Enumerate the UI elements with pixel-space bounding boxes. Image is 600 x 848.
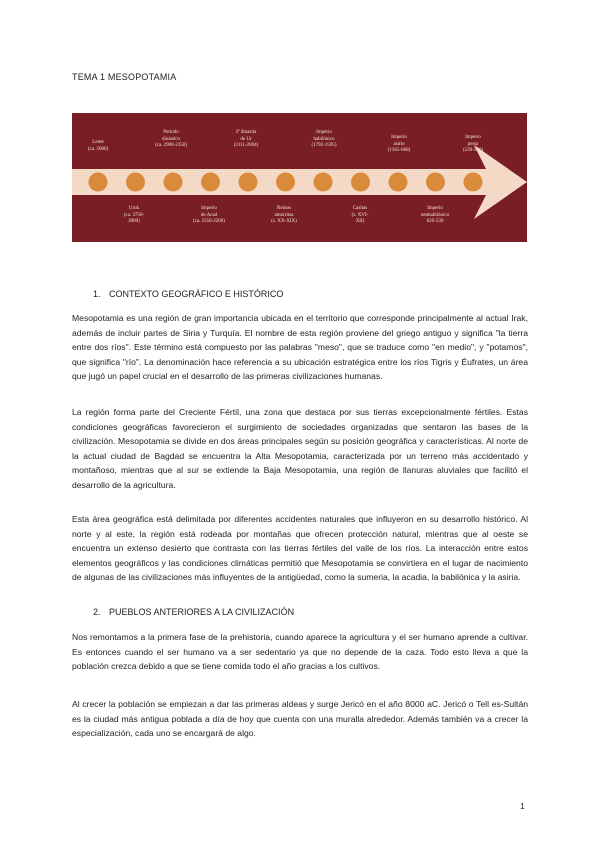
page-title: TEMA 1 MESOPOTAMIA <box>72 72 177 82</box>
section-heading <box>93 607 294 617</box>
paragraph: Nos remontamos a la primera fase de la prehistoria, cuando aparece la agricultura y el ser humano aprende a cultivar. Es entonces cuando el ser humano va a ser sedentario ya que no depende de la caza. Todo esto lleva a que la población crezca debido a que se tiene comida todo el año gracias a los cultivos. <box>72 632 528 672</box>
timeline-event-dot <box>464 173 483 192</box>
paragraph: La región forma parte del Creciente Fértil, una zona que destaca por sus tierras excepcionalmente fértiles. Estas condiciones geográficas favorecieron el surgimiento de sociedades organizadas que sentaron las bases de la civilización. Mesopotamia se divide en dos áreas principales según su posición geográfica y características. Al norte de la actual ciudad de Bagdad se encuentra la Alta Mesopotamia, caracterizada por un terreno más accidentado y montañoso, mientras que al sur se extiende la Baja Mesopotamia, una región de llanuras aluviales que facilitó el desarrollo de la agricultura. <box>72 407 528 490</box>
section-number: 1. <box>93 289 101 299</box>
section-title: PUEBLOS ANTERIORES A LA CIVILIZACIÓN <box>109 607 295 617</box>
timeline-event-dot <box>126 173 145 192</box>
timeline-event-dot <box>314 173 333 192</box>
timeline-label-top-1: Lente (ca. 5000) <box>87 140 109 152</box>
timeline-label-top-4: Imperio babilónico (1792-1595) <box>311 130 337 148</box>
timeline-label-top-6: Imperio persa (539-330) <box>463 135 483 153</box>
page-number: 1 <box>520 801 525 811</box>
paragraph: Esta área geográfica está delimitada por diferentes accidentes naturales que influyeron en su desarrollo histórico. Al norte y al este, la región está rodeada por montañas que ofrecen protección natural, mientras que al oeste se encuentra un extenso desierto que contrasta con las tierras fértiles del valle de los ríos. La interacción entre estos elementos geográficos y las condiciones climáticas permitió que Mesopotamia se convirtiera en el lugar de nacimiento de algunas de las civilizaciones más influyentes de la antigüedad, como la sumeria, la acadia, la babilónica y la asiria. <box>72 514 528 583</box>
timeline-event-dot <box>351 173 370 192</box>
timeline-event-dot <box>276 173 295 192</box>
timeline-label-top-5: Imperio asirio (1365-668) <box>387 135 411 153</box>
timeline-label-top-3: 3ª dinastía de Ur (2111-2004) <box>233 130 259 148</box>
timeline-label-bottom-1: Uruk (ca. 3750- 3000) <box>123 206 145 224</box>
timeline-event-dot <box>164 173 183 192</box>
timeline-event-dot <box>426 173 445 192</box>
section-number: 2. <box>93 607 101 617</box>
paragraph: Mesopotamia es una región de gran importancia ubicada en el territorio que corresponde principalmente al actual Irak, además de incluir partes de Siria y Turquía. El nombre de esta región proviene del griego antiguo y significa "la tierra entre dos ríos". Este término está compuesto por las palabras "meso", que se traduce como "en medio", y "potamos", que significa "río". La denominación hace referencia a su ubicación estratégica entre los ríos Tigris y Éufrates, un área que jugó un papel crucial en el desarrollo de las primeras civilizaciones humanas. <box>72 313 528 382</box>
timeline-label-top-2: Período dinástico (ca. 2900-2350) <box>155 130 187 148</box>
timeline-label-bottom-3: Reinos amorritas (s. XX-XIX) <box>271 206 297 224</box>
timeline-label-bottom-5: Imperio neobabilónico 626-539 <box>420 206 450 224</box>
section-heading <box>93 289 283 299</box>
timeline-label-bottom-2: Imperio de Acad (ca. 2350-2200) <box>193 206 225 224</box>
timeline-event-dot <box>201 173 220 192</box>
timeline-event-dot <box>239 173 258 192</box>
paragraph: Al crecer la población se empiezan a dar las primeras aldeas y surge Jericó en el año 8000 aC. Jericó o Tell es-Sultán es la ciudad más antigua poblada a día de hoy que cuenta con una muralla alrededor. Además también va a crecer la especialización, cada uno se encargará de algo. <box>72 699 528 739</box>
timeline-event-dot <box>389 173 408 192</box>
timeline-label-bottom-4: Casitas (s. XVI- XII) <box>351 206 369 224</box>
timeline-event-dot <box>89 173 108 192</box>
section-title: CONTEXTO GEOGRÁFICO E HISTÓRICO <box>109 289 284 299</box>
timeline-figure <box>72 113 527 242</box>
